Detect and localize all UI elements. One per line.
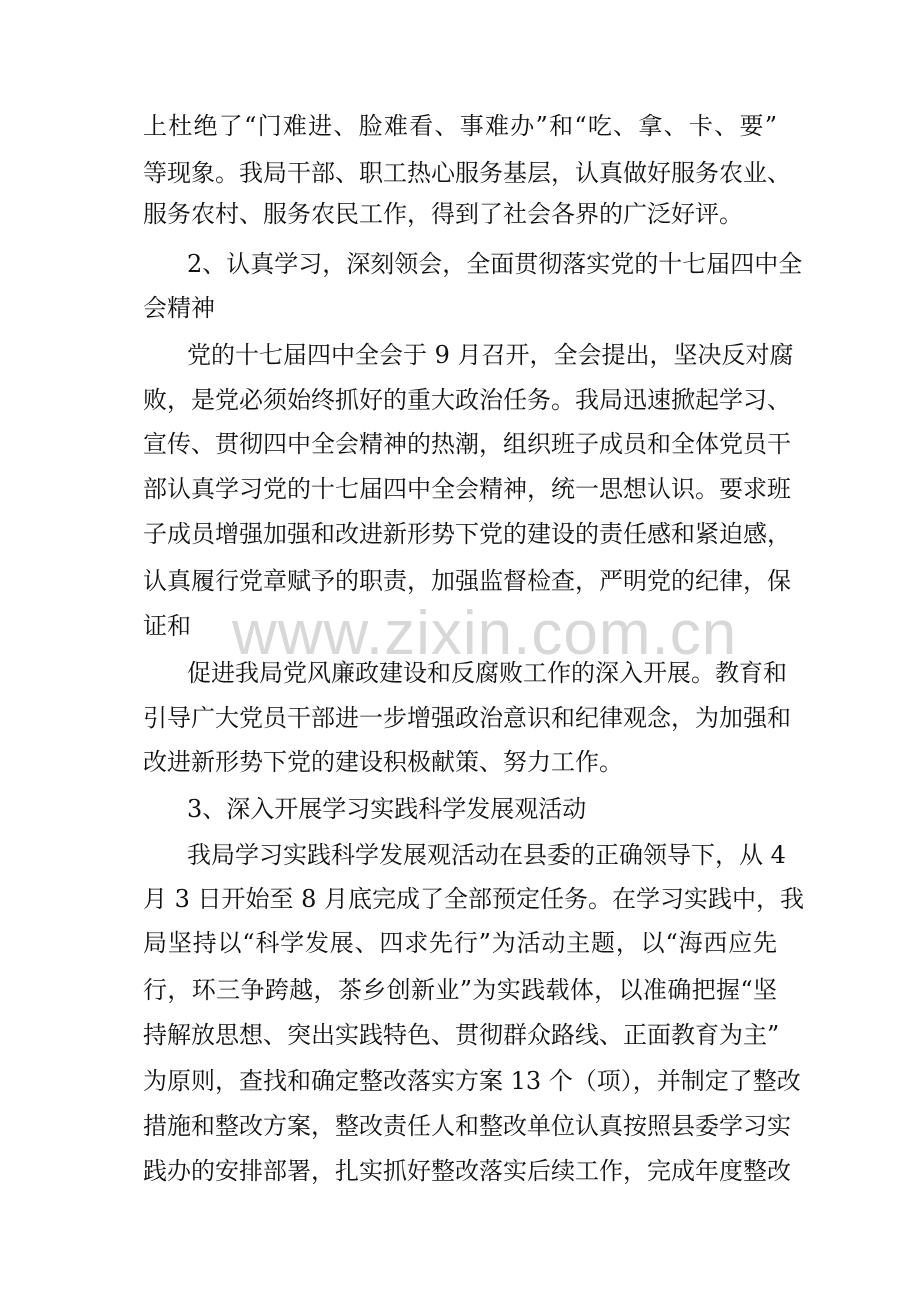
text-line: 持解放思想、突出实践特色、贯彻群众路线、正面教育为主” bbox=[143, 1021, 780, 1049]
text-line: 宣传、贯彻四中全会精神的热潮，组织班子成员和全体党员干 bbox=[143, 430, 791, 458]
text-line: 改进新形势下党的建设积极献策、努力工作。 bbox=[143, 748, 623, 776]
text-line: 引导广大党员干部进一步增强政治意识和纪律观念，为加强和 bbox=[143, 704, 791, 732]
text-line: 党的十七届四中全会于 9 月召开，全会提出，坚决反对腐 bbox=[187, 341, 794, 369]
text-line: 3、深入开展学习实践科学发展观活动 bbox=[187, 795, 587, 823]
text-line: 措施和整改方案，整改责任人和整改单位认真按照县委学习实 bbox=[143, 1112, 791, 1140]
text-line: 2、认真学习，深刻领会，全面贯彻落实党的十七届四中全 bbox=[187, 250, 803, 278]
text-line: 促进我局党风廉政建设和反腐败工作的深入开展。教育和 bbox=[187, 659, 787, 687]
text-line: 部认真学习党的十七届四中全会精神，统一思想认识。要求班 bbox=[143, 475, 791, 503]
text-line: 月 3 日开始至 8 月底完成了全部预定任务。在学习实践中，我 bbox=[143, 885, 805, 913]
text-line: 证和 bbox=[143, 612, 191, 640]
watermark: www.zixin.com.cn bbox=[232, 599, 738, 668]
text-line: 为原则，查找和确定整改落实方案 13 个（项），并制定了整改 bbox=[143, 1067, 801, 1095]
text-line: 上杜绝了“门难进、脸难看、事难办”和“吃、拿、卡、要” bbox=[143, 112, 777, 140]
text-line: 认真履行党章赋予的职责，加强监督检查，严明党的纪律，保 bbox=[143, 567, 791, 595]
text-line: 子成员增强加强和改进新形势下党的建设的责任感和紧迫感， bbox=[143, 520, 791, 548]
text-line: 践办的安排部署，扎实抓好整改落实后续工作，完成年度整改 bbox=[143, 1157, 791, 1185]
text-line: 局坚持以“科学发展、四求先行”为活动主题，以“海西应先 bbox=[143, 929, 777, 957]
text-line: 服务农村、服务农民工作，得到了社会各界的广泛好评。 bbox=[143, 200, 743, 228]
text-line: 行，环三争跨越，茶乡创新业”为实践载体，以准确把握“坚 bbox=[143, 976, 777, 1004]
text-line: 我局学习实践科学发展观活动在县委的正确领导下，从 4 bbox=[187, 841, 786, 869]
text-line: 败，是党必须始终抓好的重大政治任务。我局迅速掀起学习、 bbox=[143, 386, 791, 414]
text-line: 等现象。我局干部、职工热心服务基层，认真做好服务农业、 bbox=[143, 159, 791, 187]
text-line: 会精神 bbox=[143, 294, 215, 322]
